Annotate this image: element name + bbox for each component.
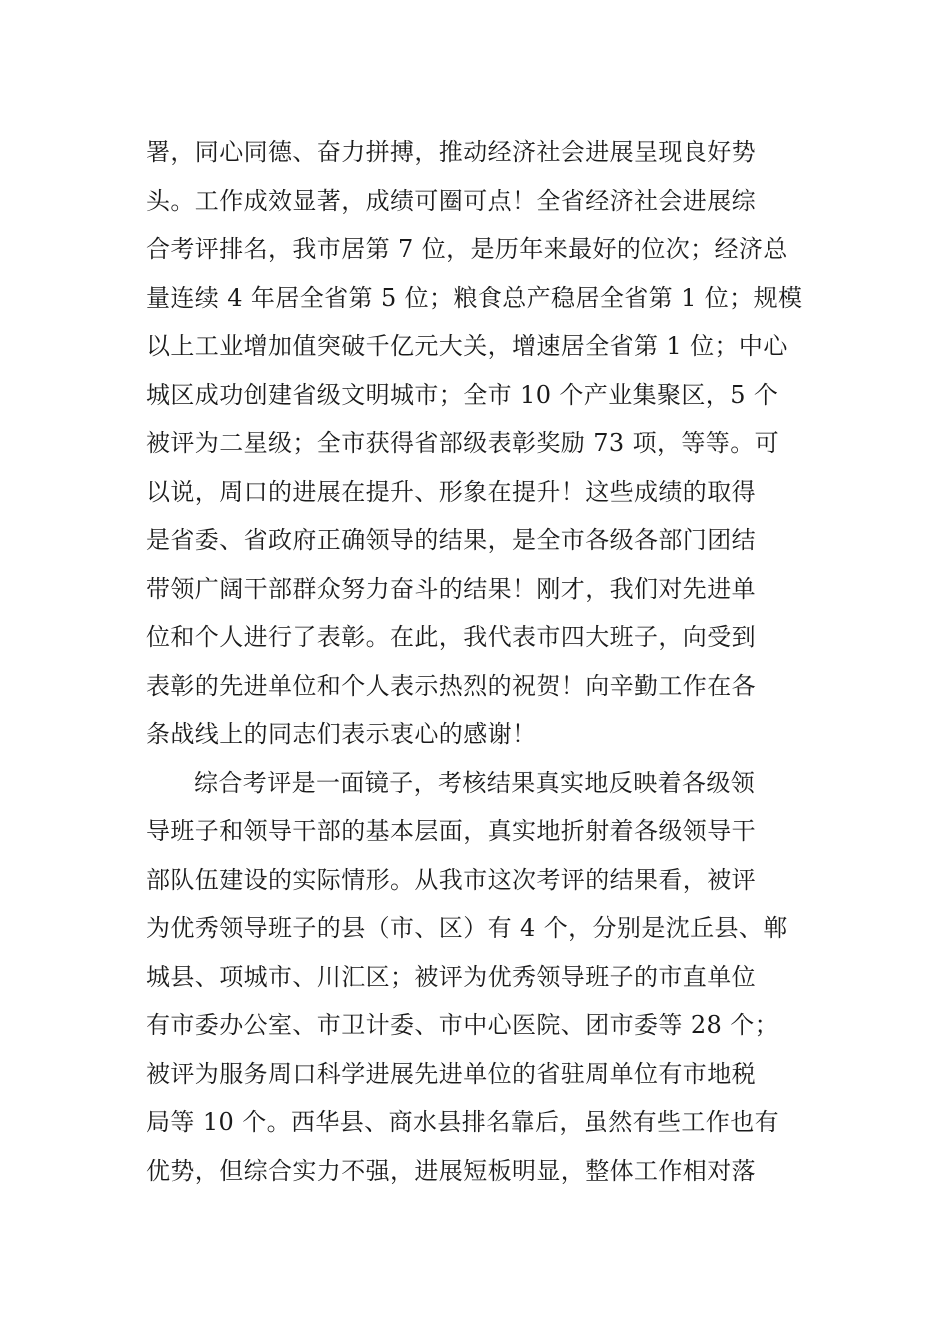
text-line: 量连续 4 年居全省第 5 位；粮食总产稳居全省第 1 位；规模 [146,283,803,312]
text-line: 被评为服务周口科学进展先进单位的省驻周单位有市地税 [146,1059,756,1088]
paragraph-2 [146,759,806,1196]
text-line: 以说，周口的进展在提升、形象在提升！这些成绩的取得 [146,477,756,506]
text-line: 城县、项城市、川汇区；被评为优秀领导班子的市直单位 [146,962,756,991]
text-line: 以上工业增加值突破千亿元大关，增速居全省第 1 位；中心 [146,332,788,360]
document-body [146,128,806,1195]
text-line: 导班子和领导干部的基本层面，真实地折射着各级领导干 [146,817,756,845]
text-line: 为优秀领导班子的县（市、区）有 4 个，分别是沈丘县、郸 [146,914,788,942]
text-line: 优势，但综合实力不强，进展短板明显，整体工作相对落 [146,1156,756,1185]
text-line: 合考评排名，我市居第 7 位，是历年来最好的位次；经济总 [146,235,788,263]
text-line: 有市委办公室、市卫计委、市中心医院、团市委等 28 个； [146,1011,779,1039]
text-line: 是省委、省政府正确领导的结果，是全市各级各部门团结 [146,526,756,554]
text-line: 署，同心同德、奋力拼搏，推动经济社会进展呈现良好势 [146,138,756,166]
text-line: 位和个人进行了表彰。在此，我代表市四大班子，向受到 [146,623,756,651]
text-line: 部队伍建设的实际情形。从我市这次考评的结果看，被评 [146,865,756,894]
text-line: 综合考评是一面镜子，考核结果真实地反映着各级领 [194,768,756,797]
text-line: 头。工作成效显著，成绩可圈可点！全省经济社会进展综 [146,186,756,215]
text-line: 表彰的先进单位和个人表示热烈的祝贺！向辛勤工作在各 [146,671,756,700]
text-line: 条战线上的同志们表示衷心的感谢！ [146,720,537,748]
text-line: 被评为二星级；全市获得省部级表彰奖励 73 项，等等。可 [146,429,779,457]
text-line: 局等 10 个。西华县、商水县排名靠后，虽然有些工作也有 [146,1108,779,1136]
text-line: 带领广阔干部群众努力奋斗的结果！刚才，我们对先进单 [146,574,756,603]
text-line: 城区成功创建省级文明城市；全市 10 个产业集聚区，5 个 [146,380,779,409]
paragraph-1 [146,128,806,759]
